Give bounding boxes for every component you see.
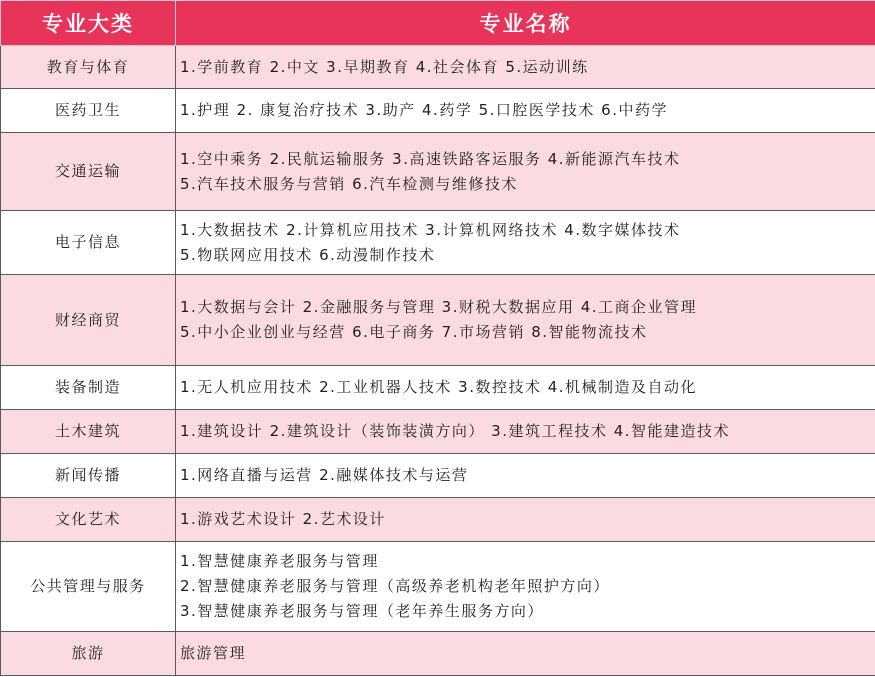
major-names-cell [176,133,875,211]
major-line: 3.智慧健康养老服务与管理（老年养生服务方向） [180,602,544,620]
category-cell: 文化艺术 [1,498,176,542]
major-line: 5.汽车技术服务与营销 6.汽车检测与维修技术 [180,174,518,193]
table-row [1,133,875,211]
header-row [1,1,875,46]
category-cell: 公共管理与服务 [1,542,176,632]
major-line: 2.智慧健康养老服务与管理（高级养老机构老年照护方向） [180,577,610,595]
table-row [1,632,875,676]
table-row [1,366,875,410]
category-cell: 教育与体育 [1,46,176,89]
major-line: 旅游管理 [180,644,247,662]
major-names-cell [176,632,875,676]
table-row [1,498,875,542]
major-names-cell [176,410,875,454]
table-row [1,410,875,454]
header-major-names: 专业名称 [176,1,875,46]
header-category: 专业大类 [1,1,176,46]
major-names-cell [176,542,875,632]
table-row [1,89,875,133]
major-line: 5.物联网应用技术 6.动漫制作技术 [180,245,436,264]
major-line: 1.无人机应用技术 2.工业机器人技术 3.数控技术 4.机械制造及自动化 [180,378,698,396]
major-names-cell [176,46,875,89]
major-names-cell [176,366,875,410]
major-names-cell [176,498,875,542]
category-cell: 交通运输 [1,133,176,211]
category-cell: 新闻传播 [1,454,176,498]
major-names-cell [176,89,875,133]
major-line: 1.空中乘务 2.民航运输服务 3.高速铁路客运服务 4.新能源汽车技术 [180,149,681,168]
category-cell: 土木建筑 [1,410,176,454]
major-line: 1.学前教育 2.中文 3.早期教育 4.社会体育 5.运动训练 [180,57,589,76]
category-cell: 财经商贸 [1,275,176,366]
category-cell: 电子信息 [1,211,176,275]
major-names-cell [176,275,875,366]
category-cell: 装备制造 [1,366,176,410]
major-line: 1.建筑设计 2.建筑设计（装饰装潢方向） 3.建筑工程技术 4.智能建造技术 [180,422,731,440]
major-line: 1.大数据技术 2.计算机应用技术 3.计算机网络技术 4.数字媒体技术 [180,220,681,239]
category-cell: 医药卫生 [1,89,176,133]
category-cell: 旅游 [1,632,176,676]
table-row [1,275,875,366]
table-row [1,454,875,498]
major-line: 1.网络直播与运营 2.融媒体技术与运营 [180,466,469,484]
major-line: 1.大数据与会计 2.金融服务与管理 3.财税大数据应用 4.工商企业管理 [180,298,698,316]
major-line: 1.护理 2. 康复治疗技术 3.助产 4.药学 5.口腔医学技术 6.中药学 [180,101,668,119]
major-names-cell [176,211,875,275]
table-row [1,46,875,89]
table-row [1,542,875,632]
major-line: 5.中小企业创业与经营 6.电子商务 7.市场营销 8.智能物流技术 [180,323,648,341]
table-row [1,211,875,275]
major-names-cell [176,454,875,498]
major-line: 1.智慧健康养老服务与管理 [180,552,379,570]
major-line: 1.游戏艺术设计 2.艺术设计 [180,510,386,528]
